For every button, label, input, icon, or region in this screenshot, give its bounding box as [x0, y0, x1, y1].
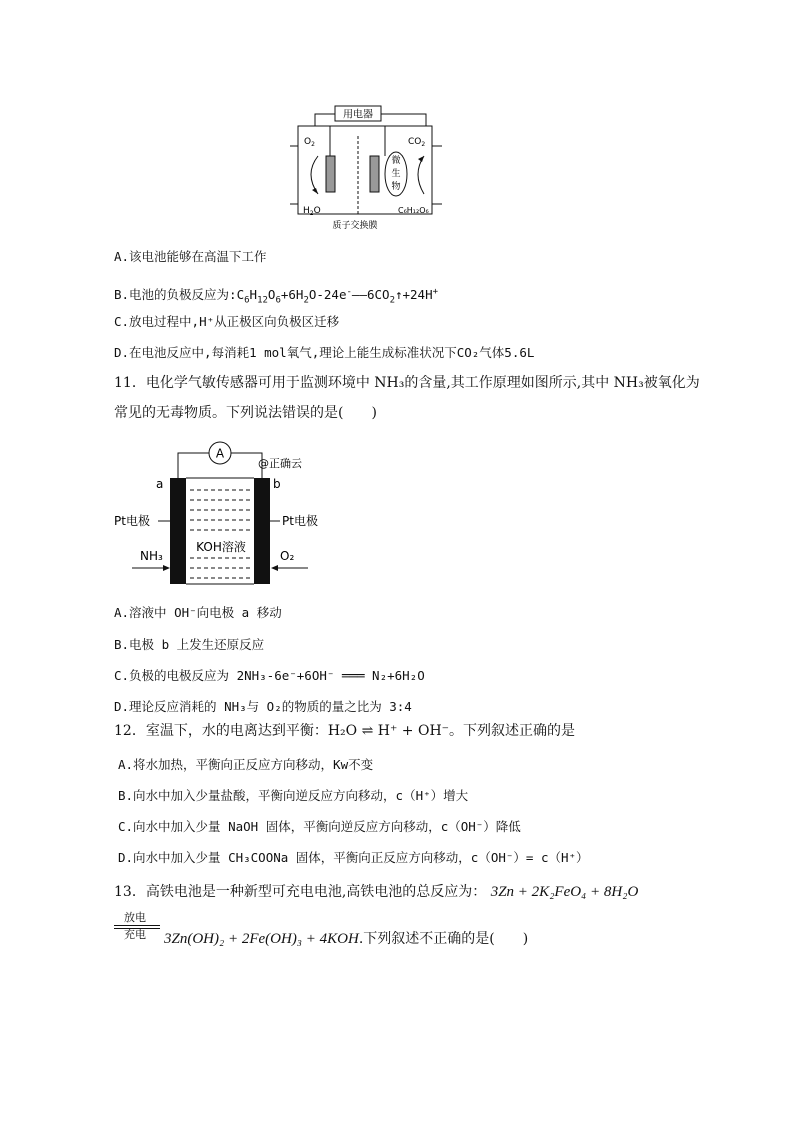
- q13-equation-right: 3Zn(OH)₂ + 2Fe(OH)₃ + 4KOH: [164, 931, 359, 947]
- ammeter-label: A: [215, 446, 225, 461]
- q12-option-b: B.向水中加入少量盐酸，平衡向逆反应方向移动，c（H⁺）增大: [118, 788, 469, 803]
- q11-stem-line2: 常见的无毒物质。下列说法错误的是( ): [114, 405, 377, 421]
- q11-option-d: D.理论反应消耗的 NH₃与 O₂的物质的量之比为 3:4: [114, 699, 412, 714]
- q12-option-a: A.将水加热，平衡向正反应方向移动，Kw不变: [118, 757, 374, 772]
- discharge-label: 放电: [124, 911, 146, 924]
- q10-option-c: C.放电过程中,H⁺从正极区向负极区迁移: [114, 314, 340, 329]
- membrane-label: 质子交换膜: [332, 221, 378, 231]
- nh3-label: NH₃: [140, 549, 163, 563]
- pt-right-label: Pt电极: [282, 514, 318, 528]
- q12-option-d: D.向水中加入少量 CH₃COONa 固体，平衡向正反应方向移动，c（OH⁻）= c（H⁺）: [118, 850, 589, 865]
- q12-option-c: C.向水中加入少量 NaOH 固体，平衡向逆反应方向移动，c（OH⁻）降低: [118, 819, 521, 834]
- q12-stem: 12．室温下，水的电离达到平衡：H₂O ⇌ H⁺ + OH⁻。下列叙述正确的是: [114, 723, 576, 739]
- q13-tail: .下列叙述不正确的是( ): [358, 931, 529, 947]
- microbe-char-2: 生: [391, 169, 401, 179]
- q11-option-b: B.电极 b 上发生还原反应: [114, 637, 265, 652]
- o2-label: O: [304, 137, 312, 147]
- q13-equation-right-line: [164, 930, 528, 948]
- electrode-b-label: b: [273, 477, 281, 491]
- q11-stem-line1: 11．电化学气敏传感器可用于监测环境中 NH₃的含量,其工作原理如图所示,其中 NH₃被氧化为: [114, 375, 700, 391]
- svg-text:O2: $O_2$: [304, 137, 315, 148]
- glucose-label: C₆H₁₂O₆: [398, 206, 429, 215]
- q13-stem: 13．高铁电池是一种新型可充电电池,高铁电池的总反应为： 3Zn + 2K₂FeO₄ + 8H₂O: [114, 884, 639, 900]
- q13-equation-left: 3Zn + 2K₂FeO₄ + 8H₂O: [490, 884, 639, 900]
- microbial-fuel-cell-diagram: [290, 104, 450, 232]
- watermark: @正确云: [258, 457, 302, 470]
- solution-label: KOH溶液: [196, 540, 246, 554]
- charge-label: 充电: [124, 928, 146, 941]
- co2-label: CO: [408, 137, 422, 147]
- svg-text:H2O: $H_2O$: [303, 206, 321, 217]
- gas-sensor-diagram: [110, 440, 340, 590]
- q13-reaction-arrows: [114, 912, 160, 942]
- q10-option-d: D.在电池反应中,每消耗1 mol氧气,理论上能生成标准状况下CO₂气体5.6L: [114, 345, 535, 360]
- device-label: 用电器: [343, 109, 373, 121]
- q10-option-b: B.电池的负极反应为$:C_6H_{12}O_6+6H_2O-24e^-——6CO_2↑+24H^+$: [114, 287, 439, 306]
- h2o-label: H: [303, 206, 310, 216]
- microbe-char-1: 微: [391, 156, 401, 166]
- q11-option-a: A.溶液中 OH⁻向电极 a 移动: [114, 605, 282, 620]
- pt-left-label: Pt电极: [114, 514, 150, 528]
- svg-text:CO2: $CO_2$: [408, 137, 426, 148]
- electrode-a-label: a: [156, 477, 164, 491]
- q10-option-a: A.该电池能够在高温下工作: [114, 249, 267, 264]
- q11-option-c: C.负极的电极反应为 2NH₃-6e⁻+6OH⁻ ═══ N₂+6H₂O: [114, 668, 425, 683]
- o2-inlet-label: O₂: [280, 549, 295, 563]
- microbe-char-3: 物: [391, 182, 401, 192]
